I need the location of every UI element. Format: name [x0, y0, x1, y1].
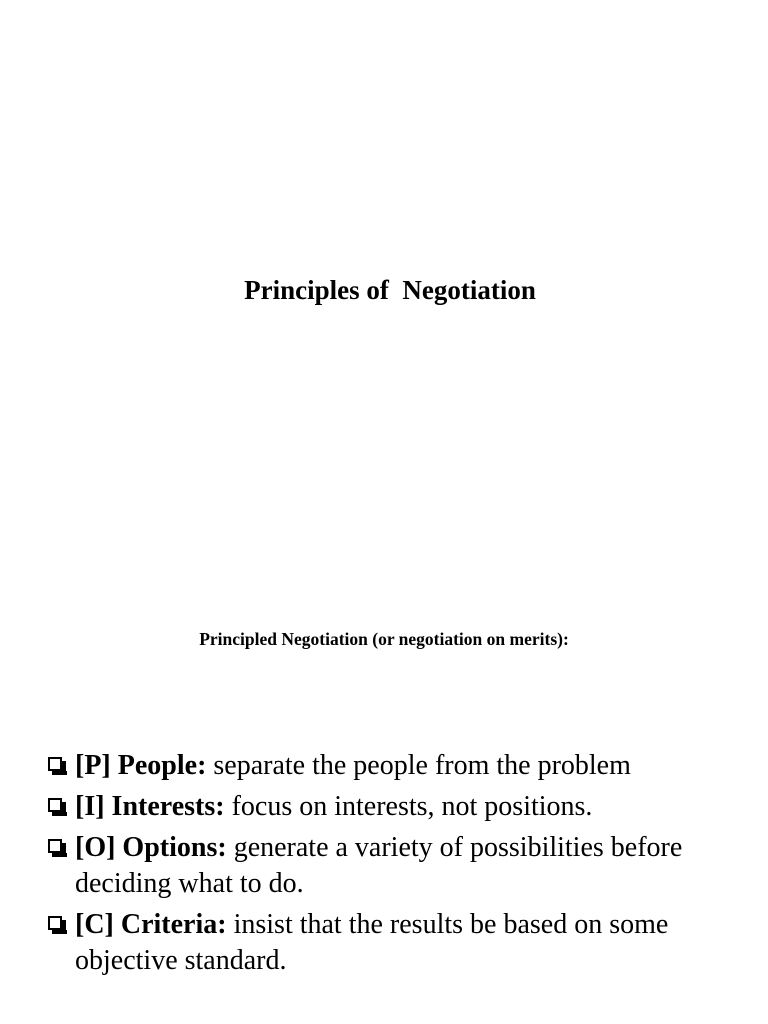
checkbox-icon — [48, 839, 62, 853]
bullet-text: focus on interests, not positions. — [224, 791, 593, 822]
section-subtitle: Principled Negotiation (or negotiation on merits): — [199, 629, 569, 649]
list-item-people — [48, 748, 748, 784]
bullet-term: [O] Options: — [75, 832, 227, 863]
checkbox-icon — [48, 798, 62, 812]
bullet-text: separate the people from the problem — [206, 750, 631, 781]
bullet-term: [I] Interests: — [75, 791, 225, 822]
list-item-interests — [48, 789, 748, 825]
list-item-criteria — [48, 907, 748, 979]
checkbox-icon — [48, 916, 62, 930]
bullet-term: [C] Criteria: — [75, 909, 227, 940]
bullet-text: insist that the results be based on some objective standard. — [75, 909, 669, 976]
list-item-options — [48, 830, 748, 902]
page-title: Principles of Negotiation — [244, 275, 536, 305]
principles-list — [48, 748, 748, 984]
checkbox-icon — [48, 757, 62, 771]
bullet-term: [P] People: — [75, 750, 207, 781]
bullet-text: generate a variety of possibilities before deciding what to do. — [75, 832, 683, 899]
